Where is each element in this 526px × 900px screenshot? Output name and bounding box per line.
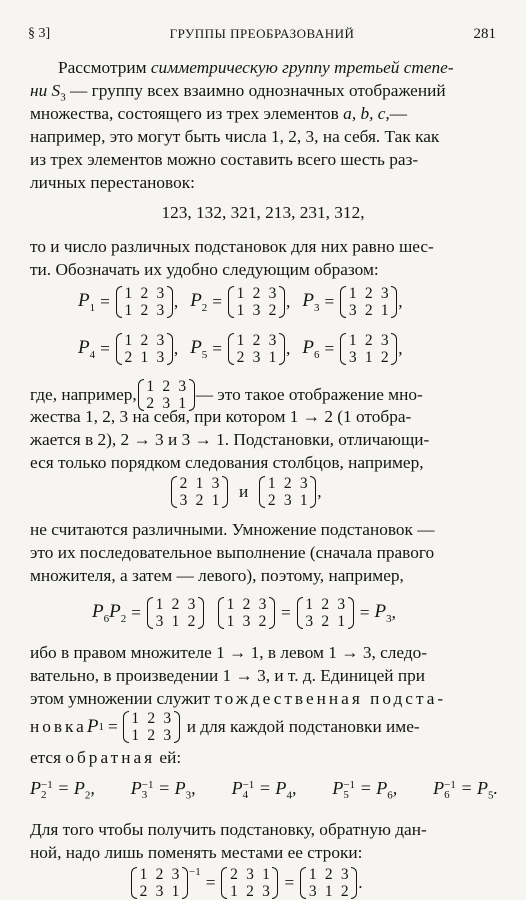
matrix-entry: 2: [252, 285, 261, 302]
substitution-matrix: [228, 285, 285, 319]
matrix-entry: 3: [179, 492, 188, 509]
matrix-entry: 3: [305, 613, 314, 630]
matrix-entry: 2: [258, 613, 267, 630]
matrix-top-row: [153, 596, 198, 613]
matrix-entry: 3: [155, 613, 164, 630]
text-fragment: ется: [30, 748, 66, 767]
matrix-entry: 3: [156, 332, 165, 349]
paragraph-identity-line1: ибо в правом множителе 1 → 1, в левом 1 → 3, следо-: [30, 643, 428, 662]
matrix-entry: 3: [211, 475, 220, 492]
matrix-bottom-row: [265, 492, 310, 509]
matrix-entry: 1: [226, 596, 235, 613]
matrix-entry: 2: [364, 302, 373, 319]
matrix-entry: 3: [163, 727, 172, 744]
paragraph-inverse-line1: Для того чтобы получить подстановку, обратную дан-: [30, 820, 427, 839]
matrix-entry: 3: [187, 596, 196, 613]
matrix-entry: 2: [252, 332, 261, 349]
text-fragment: —: [389, 104, 408, 123]
matrix-entry: 3: [337, 596, 346, 613]
matrix-entry: 1: [305, 596, 314, 613]
matrix-entry: 3: [308, 883, 317, 900]
matrix-entry: 1: [124, 285, 133, 302]
matrix-entry: 1: [155, 596, 164, 613]
page-header: [28, 26, 496, 46]
matrix-entry: 3: [156, 302, 165, 319]
matrix-entry: 2: [267, 492, 276, 509]
paragraph-count-line1: то и число различных подстановок для них равно шес-: [30, 237, 434, 256]
substitution-label: $P_4$: [78, 337, 96, 361]
matrix-entry: 2: [187, 613, 196, 630]
matrix-entry: 3: [348, 349, 357, 366]
matrix-entry: 2: [340, 883, 349, 900]
inverse-equation: P −1 5 = $P_6$,: [332, 778, 398, 802]
matrix-entry: 2: [171, 596, 180, 613]
subscript: 2: [120, 612, 127, 625]
matrix-entry: 1: [380, 302, 389, 319]
matrix-entry: 1: [236, 285, 245, 302]
subscript: 1: [98, 721, 104, 733]
matrix-entry: 3: [252, 302, 261, 319]
matrix-b: [259, 475, 316, 509]
matrix-entry: 2: [321, 596, 330, 613]
matrix-entry: 1: [171, 613, 180, 630]
matrix-entry: 1: [268, 349, 277, 366]
matrix-a: [131, 866, 188, 900]
matrix-top-row: [303, 596, 348, 613]
paragraph-intro-line6: личных перестановок:: [30, 173, 195, 192]
matrix-entry: 1: [131, 710, 140, 727]
paragraph-mapping-line4: еся только порядком следования столбцов, например,: [30, 453, 424, 472]
matrix-entry: 2: [179, 475, 188, 492]
matrix-entry: 2: [140, 302, 149, 319]
matrix-entry: 2: [139, 883, 148, 900]
symbol: P: [109, 601, 121, 623]
matrix-entry: 2: [324, 866, 333, 883]
matrix-entry: 2: [147, 710, 156, 727]
running-title: ГРУППЫ ПРЕОБРАЗОВАНИЙ: [169, 26, 355, 41]
term-spaced: обратная: [65, 748, 156, 767]
matrix-entry: 2: [283, 475, 292, 492]
matrix-entry: 1: [195, 475, 204, 492]
inverse-equation: P −1 6 = $P_5$.: [433, 778, 498, 802]
matrix-top-row: [306, 866, 351, 883]
paragraph-product-line1: не считаются различными. Умножение подстановок —: [30, 520, 435, 539]
matrix-a: [147, 596, 204, 630]
paragraph-intro-line4: например, это могут быть числа 1, 2, 3, на себя. Так как: [30, 127, 440, 146]
text-fragment: где, например,: [30, 385, 137, 404]
matrix-bottom-row: [137, 883, 182, 900]
inverse-equation: P −1 3 = $P_3$,: [130, 778, 196, 802]
substitutions-row-2: $P_4$ = 1 2 3 2 1 3 , $P_5$ = 1 2 3 2 3 1 , $P_6$ = 1 2 3 3 1 2 ,: [78, 332, 403, 366]
matrix-entry: 1: [140, 349, 149, 366]
matrix-entry: 3: [163, 710, 172, 727]
punctuation: ,: [173, 339, 179, 358]
punctuation: ,: [317, 482, 322, 501]
inverse-equations: [30, 778, 498, 802]
matrix-a: [171, 475, 228, 509]
section-marker: § 3]: [28, 26, 51, 41]
final-equation: 1 2 3 2 3 1 $^{-1}$ = 2 3 1 1 2 3 = 1 2 3 3 1 2 .: [130, 866, 363, 900]
matrix-entry: 1: [146, 378, 155, 395]
matrix-bottom-row: [306, 883, 351, 900]
identity-line: новка P 1 = 1 2 3 1 2 3 и для каждой подстановки име-: [30, 710, 420, 744]
matrix-entry: 1: [230, 883, 238, 900]
matrix-entry: 1: [178, 395, 187, 412]
matrix-entry: 3: [262, 883, 270, 900]
matrix-entry: 2: [140, 285, 149, 302]
identity-matrix: [123, 710, 180, 744]
matrix-entry: 1: [131, 727, 140, 744]
group-subscript: 3: [60, 91, 66, 104]
punctuation: ,: [173, 292, 179, 311]
matrix-bottom-row: [234, 302, 279, 319]
matrix-entry: 3: [242, 613, 251, 630]
matrix-entry: 2: [155, 866, 164, 883]
substitution-matrix: [116, 285, 173, 319]
matrix-bottom-row: [346, 349, 391, 366]
matrix-entry: 3: [246, 866, 254, 883]
text-fragment: и для каждой подстановки име-: [186, 717, 420, 736]
matrix-entry: 3: [348, 302, 357, 319]
substitution-matrix: [116, 332, 173, 366]
matrix-bottom-row: [227, 883, 272, 900]
matrix-bottom-row: [153, 613, 198, 630]
page-number: 281: [473, 26, 496, 42]
punctuation: ,: [398, 339, 403, 358]
inverse-equation: P −1 2 = $P_2$,: [30, 778, 95, 802]
matrix-entry: 2: [230, 866, 238, 883]
matrix-entry: 3: [268, 285, 277, 302]
matrix-entry: 1: [226, 613, 235, 630]
punctuation: ,: [398, 292, 403, 311]
matrix-bottom-row: [122, 349, 167, 366]
matrix-entry: 3: [268, 332, 277, 349]
matrix-entry: 3: [171, 866, 180, 883]
matrix-top-row: [265, 475, 310, 492]
matrix-entry: 1: [124, 302, 133, 319]
matrix-entry: 2: [124, 349, 133, 366]
matrix-b: [221, 866, 278, 900]
matrix-entry: 2: [246, 883, 254, 900]
permutations-list: 123, 132, 321, 213, 231, 312,: [161, 203, 365, 222]
matrix-entry: 2: [162, 378, 171, 395]
matrix-entry: 3: [258, 596, 267, 613]
punctuation: ,: [286, 339, 291, 358]
paragraph-intro: [30, 56, 498, 79]
substitution-matrix: [228, 332, 285, 366]
matrix-bottom-row: [224, 613, 269, 630]
matrix-entry: 1: [337, 613, 346, 630]
matrix-entry: 3: [299, 475, 308, 492]
term-italic: ни: [30, 81, 52, 100]
matrix-entry: 3: [340, 866, 349, 883]
exponent: −1: [189, 866, 201, 878]
symbol: P: [86, 716, 99, 737]
matrix-bottom-row: [177, 492, 222, 509]
inverse-equation: P −1 4 = $P_4$,: [231, 778, 297, 802]
substitutions-row-1: $P_1$ = 1 2 3 1 2 3 , $P_2$ = 1 2 3 1 3 2 , $P_3$ = 1 2 3 3 2 1 ,: [78, 285, 403, 319]
paragraph-identity-line2: вательно, в произведении 1 → 3, и т. д. Единицей при: [30, 666, 425, 685]
matrix-entry: 1: [267, 475, 276, 492]
paragraph-product-line2: это их последовательное выполнение (сначала правого: [30, 543, 435, 562]
matrix-entry: 2: [147, 727, 156, 744]
paragraph-identity-line3: [30, 687, 498, 710]
matrix-entry: 3: [283, 492, 292, 509]
subscript: 3: [386, 612, 392, 625]
matrix-entry: 1: [171, 883, 180, 900]
text-fragment: множества, состоящего из трех элементов: [30, 104, 344, 123]
term-spaced: новка: [30, 717, 87, 736]
paragraph-count-line2: ти. Обозначать их удобно следующим образом:: [30, 260, 379, 279]
conjunction: и: [239, 482, 249, 501]
matrix-entry: 1: [139, 866, 148, 883]
matrix-bottom-row: [234, 349, 279, 366]
matrix-top-row: [177, 475, 222, 492]
matrix-entry: 1: [236, 332, 245, 349]
paragraph-intro-line5: из трех элементов можно составить всего шесть раз-: [30, 150, 419, 169]
matrix-top-row: [227, 866, 272, 883]
matrix-entry: 1: [348, 332, 357, 349]
substitution-label: $P_2$: [190, 290, 208, 314]
matrix-top-row: [346, 285, 391, 302]
punctuation: ,: [286, 292, 291, 311]
paragraph-mapping-line2: жества 1, 2, 3 на себя, при котором 1 → 2 (1 отобра-: [30, 407, 412, 426]
text-fragment: этом умножении служит: [30, 689, 215, 708]
matrix-top-row: [129, 710, 174, 727]
substitution-label: $P_3$: [302, 290, 320, 314]
term-spaced: тождественная подста-: [214, 689, 447, 708]
punctuation: .: [358, 873, 363, 892]
text-fragment: Рассмотрим: [58, 58, 151, 77]
matrix-top-row: [346, 332, 391, 349]
symbol: P: [92, 601, 104, 623]
matrix-entry: 2: [364, 285, 373, 302]
substitution-label: $P_6$: [302, 337, 320, 361]
matrix-entry: 1: [124, 332, 133, 349]
matrix-c: [300, 866, 357, 900]
matrix-entry: 3: [252, 349, 261, 366]
matrix-bottom-row: [122, 302, 167, 319]
paragraph-inverse-line2: ной, надо лишь поменять местами ее строки:: [30, 843, 363, 862]
matrix-entry: 1: [211, 492, 220, 509]
matrix-entry: 2: [236, 349, 245, 366]
matrix-entry: 3: [156, 285, 165, 302]
matrix-top-row: [122, 332, 167, 349]
matrix-entry: 2: [321, 613, 330, 630]
matrix-bottom-row: [303, 613, 348, 630]
matrix-entry: 1: [299, 492, 308, 509]
substitution-matrix: [340, 285, 397, 319]
text-fragment: — группу всех взаимно однозначных отображений: [65, 81, 446, 100]
matrix-entry: 2: [146, 395, 155, 412]
matrix-entry: 3: [178, 378, 187, 395]
matrix-top-row: [137, 866, 182, 883]
matrix-top-row: [224, 596, 269, 613]
matrix-top-row: [234, 285, 279, 302]
paragraph-identity-line5: [30, 746, 498, 769]
matrix-top-row: [122, 285, 167, 302]
matrix-entry: 1: [324, 883, 333, 900]
product-equation: $P_6P_2$ = 1 2 3 3 1 2 1 2 3 1 3 2 = 1 2 3 3 2 1 = $P_3$ ,: [92, 596, 396, 630]
matrix-entry: 2: [380, 349, 389, 366]
matrix-c: [297, 596, 354, 630]
matrix-entry: 1: [364, 349, 373, 366]
punctuation: ,: [391, 603, 396, 622]
matrix-entry: 1: [262, 866, 270, 883]
substitution-matrix: [340, 332, 397, 366]
matrix-top-row: [144, 378, 189, 395]
term-italic: симметрическую группу третьей степе-: [150, 58, 454, 77]
matrix-entry: 2: [364, 332, 373, 349]
matrix-bottom-row: [346, 302, 391, 319]
matrix-entry: 2: [140, 332, 149, 349]
matrix-top-row: [234, 332, 279, 349]
equivalent-pair: [170, 475, 322, 509]
matrix-entry: 3: [162, 395, 171, 412]
paragraph-product-line3: множителя, а затем — левого), поэтому, например,: [30, 566, 404, 585]
matrix-bottom-row: [129, 727, 174, 744]
matrix-entry: 1: [308, 866, 317, 883]
matrix-entry: 3: [156, 349, 165, 366]
matrix-entry: 2: [195, 492, 204, 509]
substitution-label: $P_5$: [190, 337, 208, 361]
matrix-entry: 2: [268, 302, 277, 319]
matrix-b: [218, 596, 275, 630]
variables: a, b, c,: [343, 104, 390, 123]
matrix-entry: 1: [348, 285, 357, 302]
symbol: P: [374, 601, 387, 623]
matrix-entry: 3: [380, 332, 389, 349]
matrix-entry: 3: [155, 883, 164, 900]
text-fragment: — это такое отображение мно-: [195, 385, 423, 404]
subscript: 6: [103, 612, 110, 625]
matrix-entry: 1: [236, 302, 245, 319]
text-fragment: ей:: [155, 748, 182, 767]
paragraph-intro-line3: [30, 102, 498, 125]
matrix-entry: 3: [380, 285, 389, 302]
substitution-label: $P_1$: [78, 290, 96, 314]
paragraph-mapping-line3: жается в 2), 2 → 3 и 3 → 1. Подстановки, отличающи-: [30, 430, 430, 449]
matrix-entry: 2: [242, 596, 251, 613]
group-symbol: S: [51, 81, 61, 100]
